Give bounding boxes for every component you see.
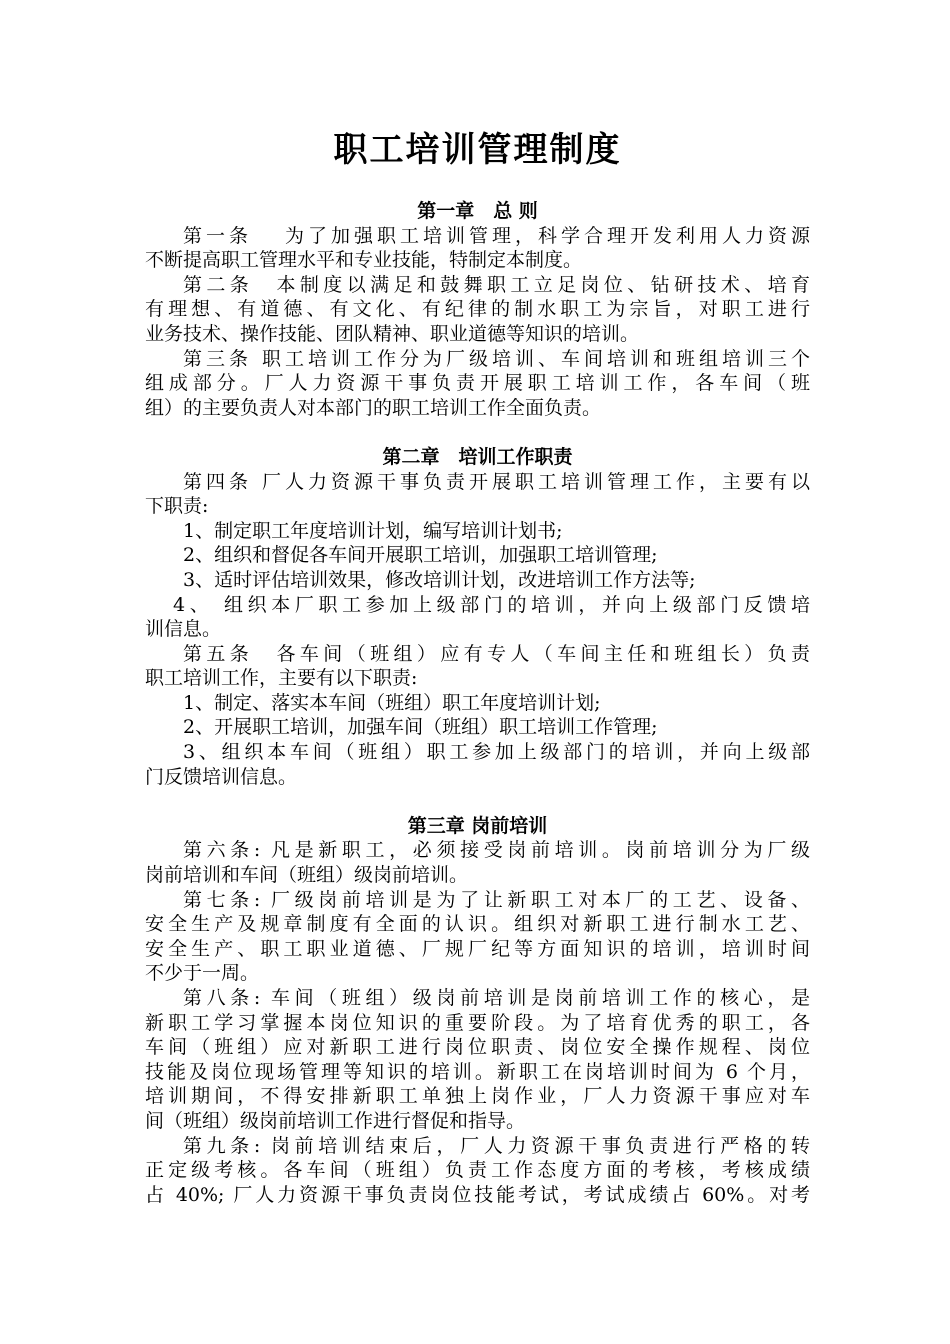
article-3 [145, 347, 810, 421]
list-item: 4、 组织本厂职工参加上级部门的培训，并向上级部门反馈培 [173, 593, 810, 616]
text-line: 有理想、有道德、有文化、有纪律的制水职工为宗旨，对职工进行 [145, 298, 810, 321]
text-line: 新职工学习掌握本岗位知识的重要阶段。为了培育优秀的职工，各 [145, 1011, 810, 1034]
text-line: 第五条 各车间（班组）应有专人（车间主任和班组长）负责 [183, 642, 810, 665]
document-title: 职工培训管理制度 [333, 130, 622, 170]
text-line: 不少于一周。 [145, 962, 260, 985]
document-body [145, 199, 810, 1207]
list-item: 3、适时评估培训效果，修改培训计划，改进培训工作方法等; [183, 568, 696, 591]
article-6 [145, 838, 810, 887]
article-7 [145, 888, 810, 986]
spacer [145, 789, 810, 814]
article-5 [145, 642, 810, 790]
list-item: 3、组织本车间（班组）职工参加上级部门的培训，并向上级部 [183, 741, 810, 764]
article-9 [145, 1134, 810, 1208]
text-line: 第二条 本制度以满足和鼓舞职工立足岗位、钻研技术、培育 [183, 273, 810, 296]
text-line: 下职责: [145, 495, 209, 518]
spacer [145, 420, 810, 445]
text-line: 第六条: 凡是新职工，必须接受岗前培训。岗前培训分为厂级 [183, 839, 810, 862]
text-line: 第九条: 岗前培训结束后，厂人力资源干事负责进行严格的转 [183, 1134, 810, 1157]
list-item: 2、组织和督促各车间开展职工培训，加强职工培训管理; [183, 544, 658, 567]
article-8 [145, 986, 810, 1134]
article-2 [145, 273, 810, 347]
text-line: 车间（班组）应对新职工进行岗位职责、岗位安全操作规程、岗位 [145, 1036, 810, 1059]
list-item-continued: 训信息。 [145, 618, 222, 641]
text-line: 组成部分。厂人力资源干事负责开展职工培训工作，各车间（班 [145, 372, 810, 395]
list-item: 2、开展职工培训，加强车间（班组）职工培训工作管理; [183, 716, 658, 739]
text-line: 间（班组）级岗前培训工作进行督促和指导。 [145, 1109, 526, 1132]
chapter-1-heading: 第一章 总 则 [417, 200, 538, 222]
text-line: 职工培训工作，主要有以下职责: [145, 667, 418, 690]
article-4 [145, 470, 810, 642]
text-line: 第三条 职工培训工作分为厂级培训、车间培训和班组培训三个 [183, 347, 810, 370]
list-item: 1、制定职工年度培训计划，编写培训计划书; [183, 519, 563, 542]
text-line: 第一条 为了加强职工培训管理，科学合理开发利用人力资源 [183, 224, 810, 247]
text-line: 不断提高职工管理水平和专业技能，特制定本制度。 [145, 249, 583, 272]
chapter-2-heading: 第二章 培训工作职责 [382, 445, 573, 468]
text-line: 第四条 厂人力资源干事负责开展职工培训管理工作，主要有以 [183, 470, 810, 493]
text-line: 组）的主要负责人对本部门的职工培训工作全面负责。 [145, 396, 602, 419]
text-line: 正定级考核。各车间（班组）负责工作态度方面的考核，考核成绩 [145, 1159, 810, 1182]
text-line: 占 40%; 厂人力资源干事负责岗位技能考试，考试成绩占 60%。对考 [145, 1183, 810, 1206]
text-line: 培训期间，不得安排新职工单独上岗作业，厂人力资源干事应对车 [145, 1085, 810, 1108]
chapter-3-heading: 第三章 岗前培训 [407, 814, 548, 837]
text-line: 安全生产、职工职业道德、厂规厂纪等方面知识的培训，培训时间 [145, 937, 810, 960]
text-line: 业务技术、操作技能、团队精神、职业道德等知识的培训。 [145, 322, 640, 345]
list-item-continued: 门反馈培训信息。 [145, 765, 298, 788]
text-line: 岗前培训和车间（班组）级岗前培训。 [145, 864, 469, 887]
list-item: 1、制定、落实本车间（班组）职工年度培训计划; [183, 691, 601, 714]
article-1 [145, 224, 810, 273]
text-line: 第七条: 厂级岗前培训是为了让新职工对本厂的工艺、设备、 [183, 888, 810, 911]
text-line: 安全生产及规章制度有全面的认识。组织对新职工进行制水工艺、 [145, 913, 810, 936]
text-line: 第八条: 车间（班组）级岗前培训是岗前培训工作的核心，是 [183, 987, 810, 1009]
text-line: 技能及岗位现场管理等知识的培训。新职工在岗培训时间为 6 个月， [145, 1060, 810, 1083]
